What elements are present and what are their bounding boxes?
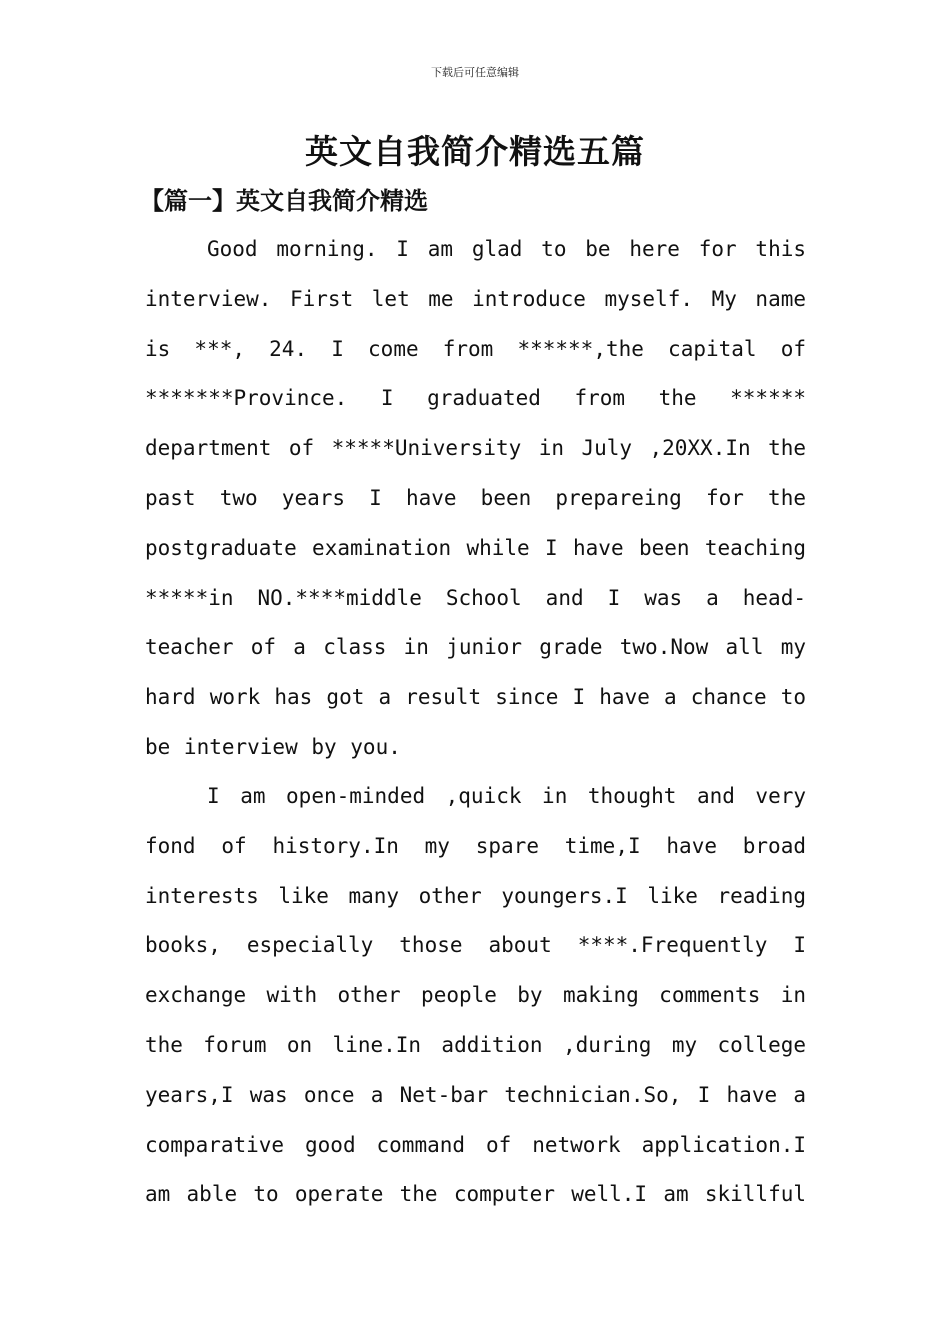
paragraph-line: interests like many other youngers.I like reading xyxy=(145,883,806,908)
page-header-note: 下载后可任意编辑 xyxy=(431,66,519,79)
paragraph-line: am able to operate the computer well.I am skillful xyxy=(145,1182,806,1207)
paragraph-line: books, especially those about ****.Frequently I xyxy=(145,933,806,958)
document-title: 英文自我简介精选五篇 xyxy=(305,132,645,171)
paragraph-2 xyxy=(145,772,806,1220)
paragraph-line: is ***, 24. I come from ******,the capital of xyxy=(145,336,806,361)
paragraph-line: I am open-minded ,quick in thought and very xyxy=(207,784,806,808)
paragraph-1 xyxy=(145,225,806,773)
paragraph-line: teacher of a class in junior grade two.Now all my xyxy=(145,635,806,660)
paragraph-line: interview. First let me introduce myself. My name xyxy=(145,286,806,311)
paragraph-line: past two years I have been prepareing for the xyxy=(145,485,806,510)
paragraph-line: be interview by you. xyxy=(145,734,401,759)
paragraph-line: Good morning. I am glad to be here for this xyxy=(207,237,806,261)
paragraph-line: the forum on line.In addition ,during my college xyxy=(145,1032,806,1057)
paragraph-line: *******Province. I graduated from the ****** xyxy=(145,386,806,411)
paragraph-line: hard work has got a result since I have a chance to xyxy=(145,685,806,710)
paragraph-line: *****in NO.****middle School and I was a head- xyxy=(145,585,806,610)
section-heading: 【篇一】英文自我简介精选 xyxy=(140,186,428,215)
paragraph-line: postgraduate examination while I have been teaching xyxy=(145,535,806,560)
paragraph-line: fond of history.In my spare time,I have broad xyxy=(145,833,806,858)
paragraph-line: exchange with other people by making comments in xyxy=(145,983,806,1008)
paragraph-line: comparative good command of network application.I xyxy=(145,1132,806,1157)
paragraph-line: years,I was once a Net-bar technician.So, I have a xyxy=(145,1082,806,1107)
paragraph-line: department of *****University in July ,20XX.In the xyxy=(145,436,806,461)
